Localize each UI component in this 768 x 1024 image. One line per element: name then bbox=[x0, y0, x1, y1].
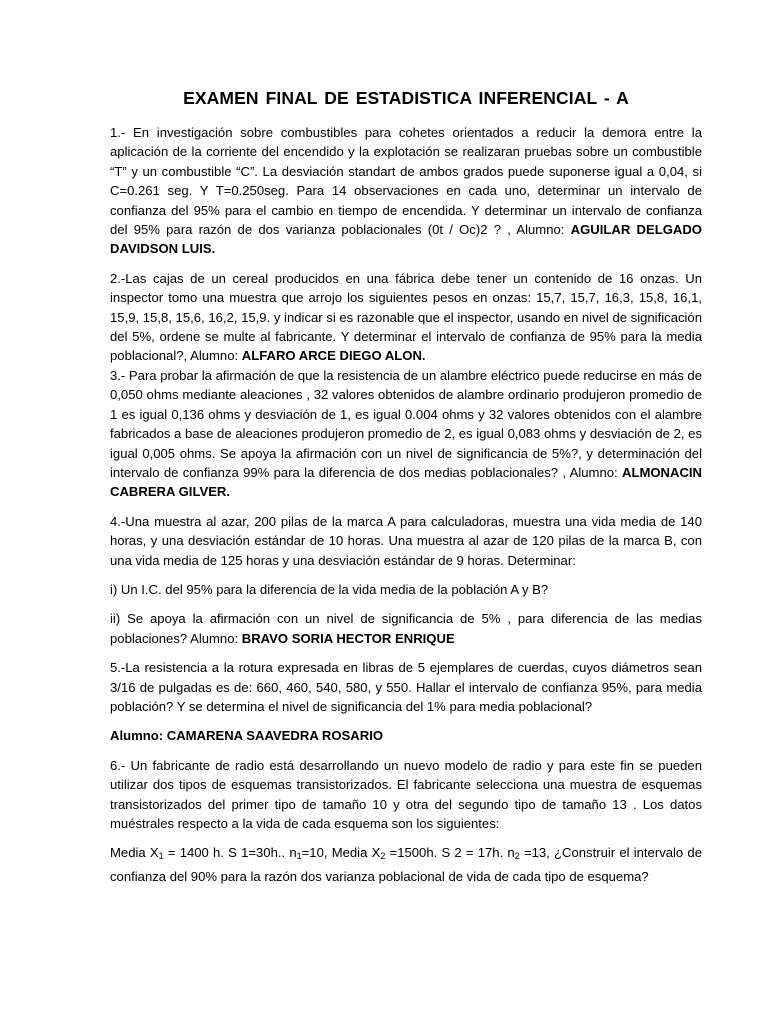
exam-page bbox=[110, 88, 702, 896]
question-5-text: 5.-La resistencia a la rotura expresada en libras de 5 ejemplares de cuerdas, cuyos diámetros sean 3/16 de pulgadas es de: 660, 460, 540, 580, y 550. Hallar el intervalo de confianza 95%, para media población? Y se determina el nivel de significancia del 1% para media poblacional? bbox=[110, 660, 702, 714]
question-5-student: CAMARENA SAAVEDRA ROSARIO bbox=[166, 728, 384, 744]
q6-fragment: =1500h. S 2 = 17h. n bbox=[385, 845, 515, 861]
question-2-student: ALFARO ARCE DIEGO ALON. bbox=[241, 348, 426, 364]
subscript: 1 bbox=[296, 851, 302, 862]
subscript: 2 bbox=[514, 851, 520, 862]
question-4 bbox=[110, 512, 702, 570]
q6-fragment: =13, ¿Construir el intervalo de confianza del 90% para la razón dos varianza poblacional de vida de cada tipo de esquema? bbox=[110, 845, 702, 884]
question-6-data bbox=[110, 843, 702, 886]
question-1-student: AGUILAR DELGADO DAVIDSON LUIS. bbox=[110, 222, 702, 257]
question-4-part-ii bbox=[110, 609, 702, 648]
question-1-text: 1.- En investigación sobre combustibles para cohetes orientados a reducir la demora entre la aplicación de la corriente del encendido y la explotación se realizaran pruebas sobre un combustible “T” y un combustible “C”. La desviación standart de ambos grados puede suponerse igual a 0,04, si C=0.261 seg. Y T=0.250seg. Para 14 observaciones en cada uno, determinar un intervalo de confianza del 95% para el cambio en tiempo de encendida. Y determinar un intervalo de confianza del 95% para razón de dos varianza poblacionales (0t / Oc)2 ? , Alumno: bbox=[110, 125, 702, 238]
question-5 bbox=[110, 658, 702, 716]
question-2-text: 2.-Las cajas de un cereal producidos en una fábrica debe tener un contenido de 16 onzas. Un inspector tomo una muestra que arrojo los siguientes pesos en onzas: 15,7, 15,7, 16,3, 15,8, 16,1, 15,9, 15,8, 15,6, 16,2, 15,9. y indicar si es razonable que el inspector, usando en nivel de significación del 5%, ordene se multe al fabricante. Y determinar el intervalo de confianza de 95% para la media poblacional?, Alumno: bbox=[110, 270, 702, 364]
question-3-student: ALMONACIN CABRERA GILVER. bbox=[110, 464, 702, 500]
q6-fragment: =10, Media X bbox=[301, 845, 381, 861]
question-1 bbox=[110, 123, 702, 259]
q6-fragment: = 1400 h. S 1=30h.. n bbox=[163, 845, 297, 861]
subscript: 1 bbox=[158, 851, 164, 862]
exam-title: EXAMEN FINAL DE ESTADISTICA INFERENCIAL - A bbox=[183, 88, 629, 108]
question-4-part-i-text: i) Un I.C. del 95% para la diferencia de la vida media de la población A y B? bbox=[110, 581, 549, 597]
question-4-part-ii-text: ii) Se apoya la afirmación con un nivel de significancia de 5% , para diferencia de las medias poblaciones? Alumno: bbox=[110, 611, 702, 646]
question-4-text: 4.-Una muestra al azar, 200 pilas de la marca A para calculadoras, muestra una vida media de 140 horas, y una desviación estándar de 10 horas. Una muestra al azar de 120 pilas de la marca B, con una vida media de 125 horas y una desviación estándar de 9 horas. Determinar: bbox=[110, 513, 702, 568]
question-6-text: 6.- Un fabricante de radio está desarrollando un nuevo modelo de radio y para este fin se pueden utilizar dos tipos de esquemas transistorizados. El fabricante selecciona una muestra de esquemas transistorizados del primer tipo de tamaño 10 y otra del segundo tipo de tamaño 13 . Los datos muéstrales respecto a la vida de cada esquema son los siguientes: bbox=[110, 757, 702, 831]
q6-fragment: Media X bbox=[110, 845, 159, 861]
question-2 bbox=[110, 269, 702, 366]
question-6 bbox=[110, 756, 702, 834]
question-4-student: BRAVO SORIA HECTOR ENRIQUE bbox=[241, 630, 455, 646]
question-4-part-i bbox=[110, 580, 702, 599]
question-5-alumno bbox=[110, 726, 702, 745]
subscript: 2 bbox=[380, 851, 386, 862]
question-3-text: 3.- Para probar la afirmación de que la resistencia de un alambre eléctrico puede reducirse en más de 0,050 ohms mediante aleaciones , 32 valores obtenidos de alambre ordinario produjeron promedio de 1 es igual 0,136 ohms y desviación de 1, es igual 0.004 ohms y 32 valores obtenidos con el alambre fabricados a base de aleaciones produjeron promedio de 2, es igual 0,083 ohms y desviación de 2, es igual 0,005 ohms. Se apoya la afirmación con un nivel de significancia de 5%?, y determinación del intervalo de confianza 99% para la diferencia de dos medias poblacionales? , Alumno: bbox=[110, 367, 702, 480]
question-3 bbox=[110, 366, 702, 502]
question-5-alumno-label: Alumno: bbox=[110, 728, 167, 744]
